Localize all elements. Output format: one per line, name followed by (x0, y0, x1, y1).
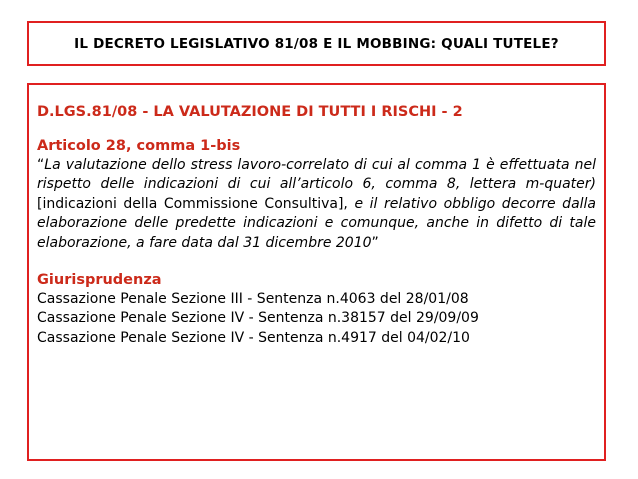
section-title: D.LGS.81/08 - LA VALUTAZIONE DI TUTTI I RISCHI - 2 (37, 104, 463, 120)
jurisprudence-title: Giurisprudenza (37, 272, 162, 289)
quote-part-1: La valutazione dello stress lavoro-correlato di cui al comma 1 è effettuata nel rispetto delle indicazioni di cui all’articolo 6, comma 8, lettera m-quater) (37, 157, 596, 193)
rulings-list (37, 290, 596, 348)
quote-part-2: e il relativo obbligo decorre dalla elaborazione delle predette indicazioni e comunque, anche in difetto di tale elaborazione, a fare data dal 31 dicembre 2010 (37, 195, 597, 251)
close-quote: ” (371, 234, 379, 251)
ruling-item: Cassazione Penale Sezione IV - Sentenza n.38157 del 29/09/09 (37, 310, 479, 327)
quote-bracket-note: [indicazioni della Commissione Consultiva], (37, 195, 355, 212)
open-quote: “ (37, 157, 45, 173)
article-quote (37, 156, 596, 253)
ruling-item: Cassazione Penale Sezione III - Sentenza n.4063 del 28/01/08 (37, 291, 469, 308)
article-title: Articolo 28, comma 1-bis (37, 138, 241, 154)
ruling-item: Cassazione Penale Sezione IV - Sentenza n.4917 del 04/02/10 (37, 329, 470, 346)
slide-title: IL DECRETO LEGISLATIVO 81/08 E IL MOBBING: QUALI TUTELE? (74, 35, 559, 52)
title-box (27, 21, 606, 66)
content-box (27, 83, 606, 461)
